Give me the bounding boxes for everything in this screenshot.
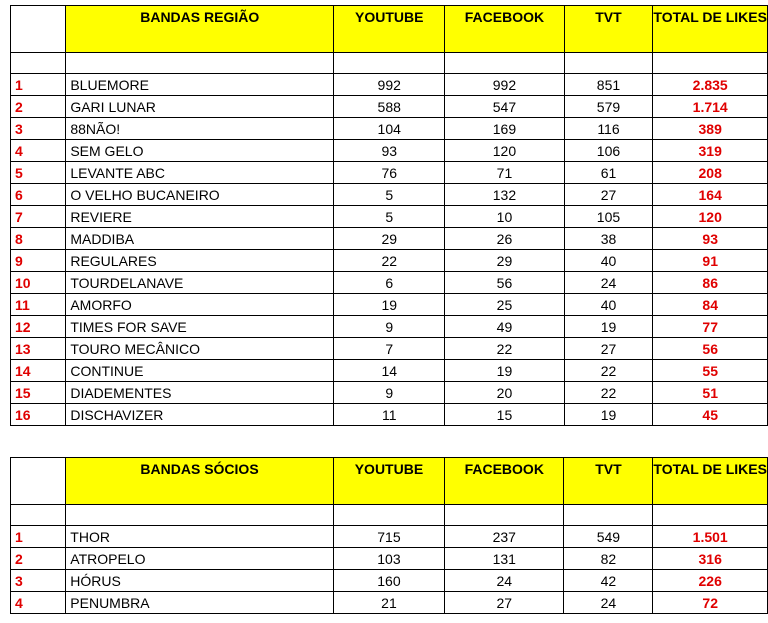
table-row — [11, 570, 768, 592]
rank-cell: 14 — [11, 360, 66, 382]
header-tvt: TVT — [564, 6, 653, 53]
total-likes-cell: 93 — [653, 228, 768, 250]
header-youtube: YOUTUBE — [333, 458, 444, 505]
band-name-cell: LEVANTE ABC — [66, 162, 334, 184]
table-header-row — [11, 458, 768, 505]
header-blank-cell — [11, 6, 66, 53]
table-row — [11, 592, 768, 614]
youtube-cell: 93 — [334, 140, 445, 162]
rank-cell: 9 — [11, 250, 66, 272]
table-row — [11, 272, 768, 294]
total-likes-cell: 51 — [653, 382, 768, 404]
youtube-cell: 19 — [334, 294, 445, 316]
youtube-cell: 21 — [333, 592, 444, 614]
band-name-cell: DIADEMENTES — [66, 382, 334, 404]
band-name-cell: ATROPELO — [66, 548, 334, 570]
rank-cell: 15 — [11, 382, 66, 404]
band-name-cell: TIMES FOR SAVE — [66, 316, 334, 338]
youtube-cell: 7 — [334, 338, 445, 360]
facebook-cell: 25 — [445, 294, 564, 316]
empty-cell — [11, 53, 66, 74]
facebook-cell: 26 — [445, 228, 564, 250]
rank-cell: 16 — [11, 404, 66, 426]
facebook-cell: 22 — [445, 338, 564, 360]
youtube-cell: 29 — [334, 228, 445, 250]
band-name-cell: AMORFO — [66, 294, 334, 316]
youtube-cell: 9 — [334, 382, 445, 404]
tvt-cell: 116 — [564, 118, 653, 140]
rank-cell: 1 — [11, 526, 66, 548]
tvt-cell: 22 — [564, 382, 653, 404]
table-row — [11, 360, 768, 382]
total-likes-cell: 226 — [653, 570, 768, 592]
empty-cell — [445, 53, 564, 74]
table-row — [11, 294, 768, 316]
rank-cell: 4 — [11, 592, 66, 614]
rank-cell: 10 — [11, 272, 66, 294]
total-likes-cell: 120 — [653, 206, 768, 228]
table-row — [11, 228, 768, 250]
tvt-cell: 24 — [564, 592, 653, 614]
youtube-cell: 5 — [334, 184, 445, 206]
band-name-cell: 88NÃO! — [66, 118, 334, 140]
table-row — [11, 250, 768, 272]
table-body — [11, 458, 768, 614]
tvt-cell: 549 — [564, 526, 653, 548]
table-row — [11, 140, 768, 162]
band-name-cell: HÓRUS — [66, 570, 334, 592]
total-likes-cell: 319 — [653, 140, 768, 162]
rank-cell: 3 — [11, 118, 66, 140]
band-name-cell: O VELHO BUCANEIRO — [66, 184, 334, 206]
empty-cell — [564, 53, 653, 74]
youtube-cell: 715 — [333, 526, 444, 548]
tvt-cell: 105 — [564, 206, 653, 228]
tvt-cell: 27 — [564, 338, 653, 360]
empty-cell — [445, 505, 564, 526]
table-row — [11, 316, 768, 338]
facebook-cell: 20 — [445, 382, 564, 404]
youtube-cell: 22 — [334, 250, 445, 272]
facebook-cell: 27 — [445, 592, 564, 614]
total-likes-cell: 77 — [653, 316, 768, 338]
facebook-cell: 49 — [445, 316, 564, 338]
band-name-cell: BLUEMORE — [66, 74, 334, 96]
total-likes-cell: 86 — [653, 272, 768, 294]
facebook-cell: 547 — [445, 96, 564, 118]
facebook-cell: 15 — [445, 404, 564, 426]
rank-cell: 13 — [11, 338, 66, 360]
table-row — [11, 184, 768, 206]
table-row — [11, 162, 768, 184]
total-likes-cell: 91 — [653, 250, 768, 272]
band-name-cell: SEM GELO — [66, 140, 334, 162]
facebook-cell: 132 — [445, 184, 564, 206]
rank-cell: 12 — [11, 316, 66, 338]
total-likes-cell: 164 — [653, 184, 768, 206]
header-bandas-socios: BANDAS SÓCIOS — [66, 458, 334, 505]
facebook-cell: 56 — [445, 272, 564, 294]
table-row — [11, 96, 768, 118]
facebook-cell: 237 — [445, 526, 564, 548]
total-likes-cell: 316 — [653, 548, 768, 570]
youtube-cell: 14 — [334, 360, 445, 382]
empty-cell — [653, 505, 768, 526]
youtube-cell: 103 — [333, 548, 444, 570]
table-row — [11, 338, 768, 360]
band-name-cell: REVIERE — [66, 206, 334, 228]
rank-cell: 6 — [11, 184, 66, 206]
empty-cell — [66, 505, 334, 526]
header-youtube: YOUTUBE — [334, 6, 445, 53]
tvt-cell: 42 — [564, 570, 653, 592]
empty-cell — [653, 53, 768, 74]
tvt-cell: 19 — [564, 316, 653, 338]
facebook-cell: 24 — [445, 570, 564, 592]
rank-cell: 7 — [11, 206, 66, 228]
rank-cell: 2 — [11, 548, 66, 570]
facebook-cell: 120 — [445, 140, 564, 162]
rank-cell: 5 — [11, 162, 66, 184]
table-body — [11, 6, 768, 426]
empty-row — [11, 53, 768, 74]
band-name-cell: CONTINUE — [66, 360, 334, 382]
youtube-cell: 6 — [334, 272, 445, 294]
empty-cell — [333, 505, 444, 526]
facebook-cell: 19 — [445, 360, 564, 382]
tvt-cell: 40 — [564, 294, 653, 316]
youtube-cell: 76 — [334, 162, 445, 184]
tvt-cell: 40 — [564, 250, 653, 272]
band-name-cell: MADDIBA — [66, 228, 334, 250]
tvt-cell: 82 — [564, 548, 653, 570]
total-likes-cell: 55 — [653, 360, 768, 382]
table-row — [11, 526, 768, 548]
youtube-cell: 992 — [334, 74, 445, 96]
facebook-cell: 169 — [445, 118, 564, 140]
rank-cell: 1 — [11, 74, 66, 96]
rank-cell: 11 — [11, 294, 66, 316]
bandas-socios-table — [10, 457, 768, 614]
table-row — [11, 404, 768, 426]
bandas-regiao-table — [10, 5, 768, 426]
table-row — [11, 382, 768, 404]
header-blank-cell — [11, 458, 66, 505]
table-row — [11, 548, 768, 570]
header-facebook: FACEBOOK — [445, 458, 564, 505]
youtube-cell: 588 — [334, 96, 445, 118]
youtube-cell: 5 — [334, 206, 445, 228]
table-row — [11, 118, 768, 140]
youtube-cell: 9 — [334, 316, 445, 338]
header-bandas-regiao: BANDAS REGIÃO — [66, 6, 334, 53]
tvt-cell: 24 — [564, 272, 653, 294]
facebook-cell: 10 — [445, 206, 564, 228]
empty-cell — [334, 53, 445, 74]
tvt-cell: 19 — [564, 404, 653, 426]
tvt-cell: 27 — [564, 184, 653, 206]
band-name-cell: PENUMBRA — [66, 592, 334, 614]
header-total-likes: TOTAL DE LIKES — [653, 458, 768, 505]
youtube-cell: 160 — [333, 570, 444, 592]
header-tvt: TVT — [564, 458, 653, 505]
tvt-cell: 851 — [564, 74, 653, 96]
band-name-cell: DISCHAVIZER — [66, 404, 334, 426]
table-row — [11, 206, 768, 228]
band-name-cell: TOURO MECÂNICO — [66, 338, 334, 360]
empty-cell — [11, 505, 66, 526]
total-likes-cell: 45 — [653, 404, 768, 426]
tvt-cell: 22 — [564, 360, 653, 382]
total-likes-cell: 1.501 — [653, 526, 768, 548]
band-name-cell: GARI LUNAR — [66, 96, 334, 118]
rank-cell: 2 — [11, 96, 66, 118]
facebook-cell: 29 — [445, 250, 564, 272]
total-likes-cell: 389 — [653, 118, 768, 140]
tvt-cell: 579 — [564, 96, 653, 118]
total-likes-cell: 56 — [653, 338, 768, 360]
tvt-cell: 38 — [564, 228, 653, 250]
rank-cell: 8 — [11, 228, 66, 250]
youtube-cell: 104 — [334, 118, 445, 140]
facebook-cell: 71 — [445, 162, 564, 184]
total-likes-cell: 72 — [653, 592, 768, 614]
empty-cell — [66, 53, 334, 74]
total-likes-cell: 2.835 — [653, 74, 768, 96]
table-header-row — [11, 6, 768, 53]
band-name-cell: TOURDELANAVE — [66, 272, 334, 294]
total-likes-cell: 84 — [653, 294, 768, 316]
header-facebook: FACEBOOK — [445, 6, 564, 53]
band-name-cell: THOR — [66, 526, 334, 548]
youtube-cell: 11 — [334, 404, 445, 426]
rank-cell: 3 — [11, 570, 66, 592]
total-likes-cell: 208 — [653, 162, 768, 184]
band-name-cell: REGULARES — [66, 250, 334, 272]
table-row — [11, 74, 768, 96]
empty-cell — [564, 505, 653, 526]
total-likes-cell: 1.714 — [653, 96, 768, 118]
tvt-cell: 61 — [564, 162, 653, 184]
facebook-cell: 131 — [445, 548, 564, 570]
facebook-cell: 992 — [445, 74, 564, 96]
empty-row — [11, 505, 768, 526]
rank-cell: 4 — [11, 140, 66, 162]
tvt-cell: 106 — [564, 140, 653, 162]
header-total-likes: TOTAL DE LIKES — [653, 6, 768, 53]
